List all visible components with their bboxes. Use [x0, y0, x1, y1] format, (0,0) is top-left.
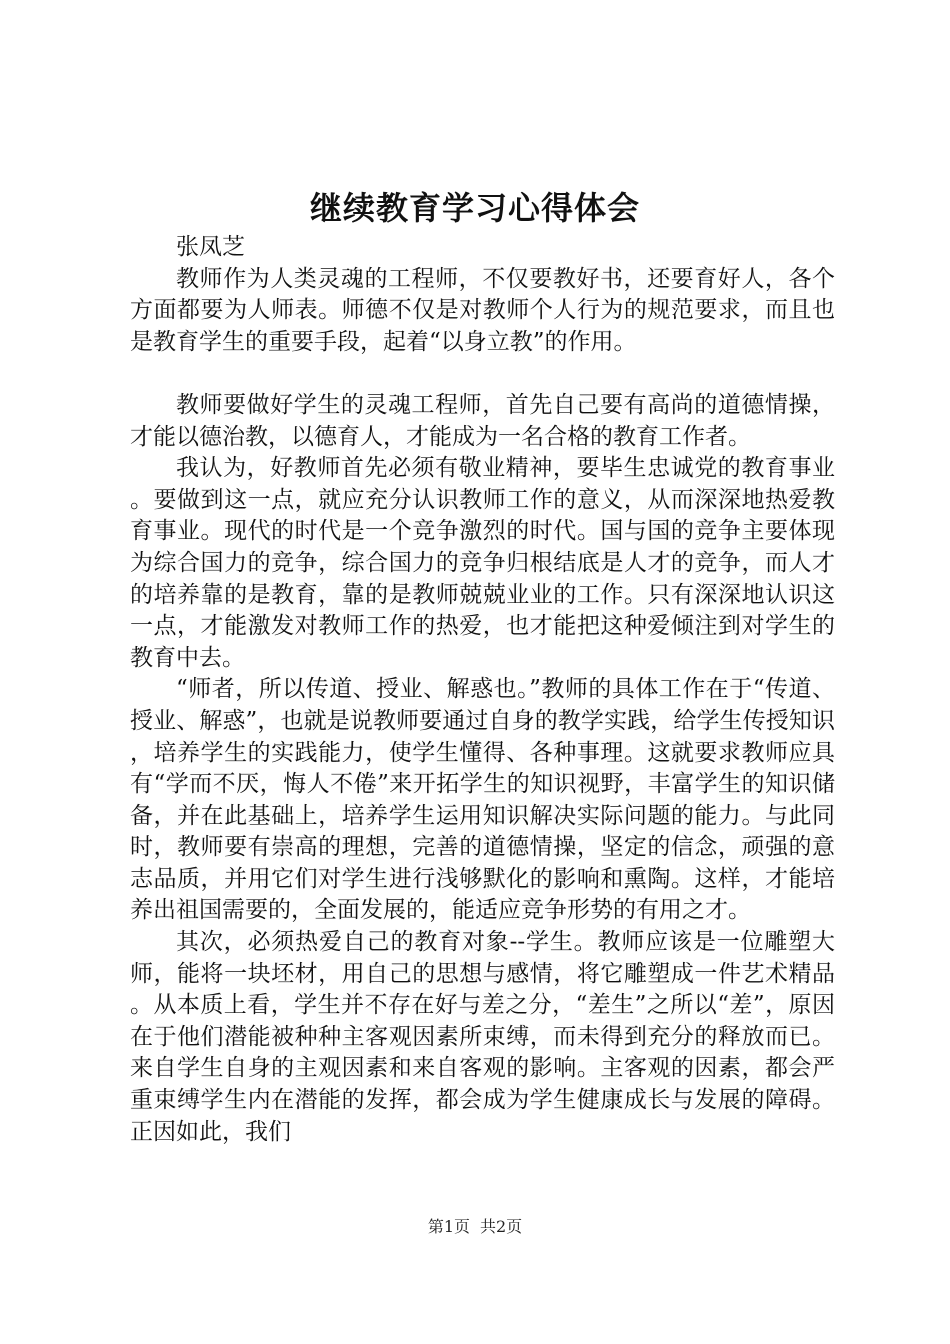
paragraph-4: “师者，所以传道、授业、解惑也。”教师的具体工作在于“传道、授业、解惑”，也就是说教师要通过自身的教学实践，给学生传授知识，培养学生的实践能力，使学生懂得、各种事理。这就要求教师应具有“学而不厌，悔人不倦”来开拓学生的知识视野，丰富学生的知识储备，并在此基础上，培养学生运用知识解决实际问题的能力。与此同时，教师要有崇高的理想，完善的道德情操，坚定的信念，顽强的意志品质，并用它们对学生进行浅够默化的影响和熏陶。这样，才能培养出祖国需要的，全面发展的，能适应竞争形势的有用之才。: [130, 676, 835, 924]
page-footer: [0, 1216, 950, 1238]
page-number: 第1页: [427, 1217, 470, 1236]
paragraph-1: 教师作为人类灵魂的工程师，不仅要教好书，还要育好人，各个方面都要为人师表。师德不仅是对教师个人行为的规范要求，而且也是教育学生的重要手段，起着“以身立教”的作用。: [130, 265, 835, 355]
document-title: 继续教育学习心得体会: [309, 189, 640, 227]
author-line: 张凤芝: [176, 234, 245, 260]
page-total: 共2页: [480, 1217, 523, 1236]
paragraph-3: 我认为，好教师首先必须有敬业精神，要毕生忠诚党的教育事业。要做到这一点，就应充分认识教师工作的意义，从而深深地热爱教育事业。现代的时代是一个竞争激烈的时代。国与国的竞争主要体现为综合国力的竞争，综合国力的竞争归根结底是人才的竞争，而人才的培养靠的是教育，靠的是教师兢兢业业的工作。只有深深地认识这一点，才能激发对教师工作的热爱，也才能把这种爱倾注到对学生的教育中去。: [130, 455, 835, 671]
paragraph-5: 其次，必须热爱自己的教育对象--学生。教师应该是一位雕塑大师，能将一块坯材，用自己的思想与感情，将它雕塑成一件艺术精品。从本质上看，学生并不存在好与差之分，“差生”之所以“差”，原因在于他们潜能被种种主客观因素所束缚，而未得到充分的释放而已。来自学生自身的主观因素和来自客观的影响。主客观的因素，都会严重束缚学生内在潜能的发挥，都会成为学生健康成长与发展的障碍。正因如此，我们: [130, 929, 835, 1145]
document-body: [130, 232, 835, 1148]
paragraph-2: 教师要做好学生的灵魂工程师，首先自己要有高尚的道德情操，才能以德治教，以德育人，才能成为一名合格的教育工作者。: [130, 391, 835, 450]
